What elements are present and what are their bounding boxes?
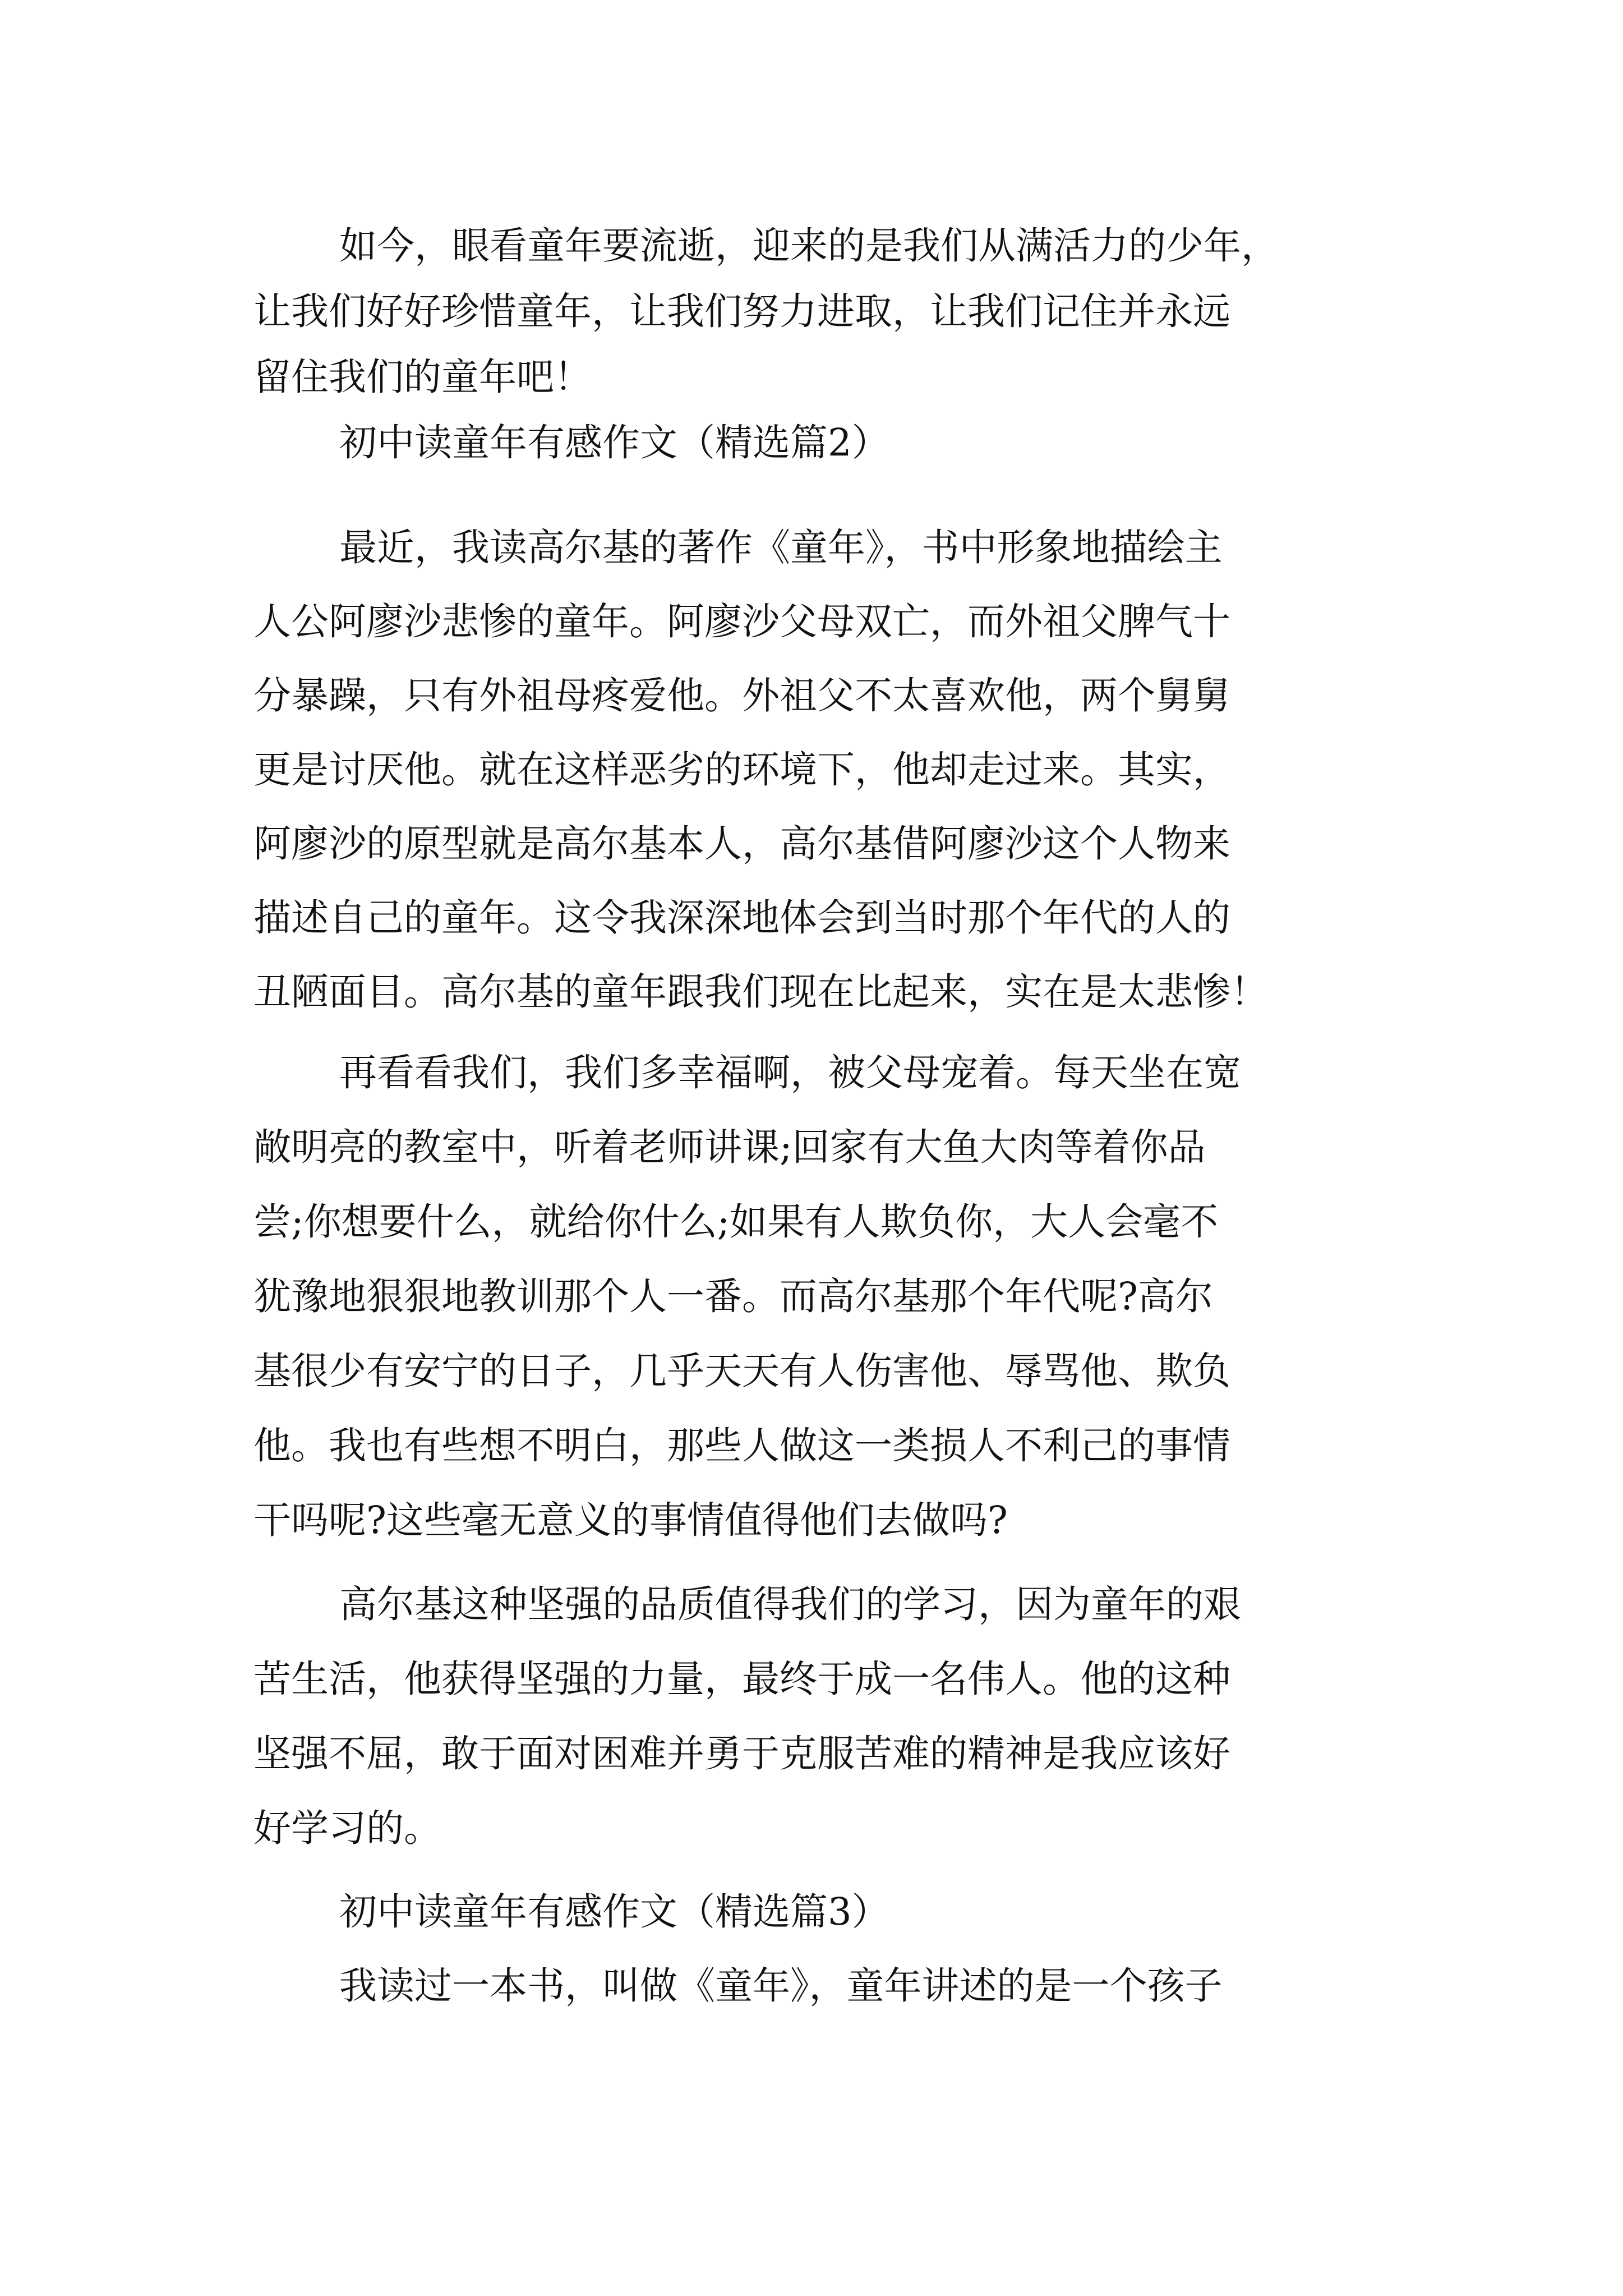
paragraph-line: 好学习的。 — [253, 1806, 441, 1850]
paragraph-line: 苦生活，他获得坚强的力量，最终于成一名伟人。他的这种 — [253, 1657, 1230, 1701]
paragraph-line: 留住我们的童年吧！ — [253, 355, 592, 399]
paragraph-line: 再看看我们，我们多幸福啊，被父母宠着。每天坐在宽 — [339, 1051, 1241, 1094]
paragraph-line: 高尔基这种坚强的品质值得我们的学习，因为童年的艰 — [339, 1582, 1241, 1626]
paragraph-line: 尝;你想要什么，就给你什么;如果有人欺负你，大人会毫不 — [253, 1200, 1219, 1244]
paragraph-line: 描述自己的童年。这令我深深地体会到当时那个年代的人的 — [253, 896, 1230, 940]
paragraph-line: 基很少有安宁的日子，几乎天天有人伤害他、辱骂他、欺负 — [253, 1349, 1230, 1393]
paragraph-line: 分暴躁，只有外祖母疼爱他。外祖父不太喜欢他，两个舅舅 — [253, 674, 1230, 717]
paragraph-line: 更是讨厌他。就在这样恶劣的环境下，他却走过来。其实， — [253, 748, 1230, 792]
paragraph-line: 敞明亮的教室中，听着老师讲课;回家有大鱼大肉等着你品 — [253, 1125, 1206, 1169]
paragraph-line: 如今，眼看童年要流逝，迎来的是我们从满活力的少年， — [339, 224, 1279, 268]
paragraph-line: 让我们好好珍惜童年，让我们努力进取，让我们记住并永远 — [253, 289, 1230, 333]
paragraph-line: 丑陋面目。高尔基的童年跟我们现在比起来，实在是太悲惨！ — [253, 970, 1268, 1014]
paragraph-line: 最近，我读高尔基的著作《童年》，书中形象地描绘主 — [339, 526, 1223, 569]
section-heading: 初中读童年有感作文（精选篇2） — [339, 421, 889, 464]
paragraph-line: 犹豫地狠狠地教训那个人一番。而高尔基那个年代呢?高尔 — [253, 1274, 1213, 1318]
paragraph-line: 阿廖沙的原型就是高尔基本人，高尔基借阿廖沙这个人物来 — [253, 822, 1230, 866]
paragraph-line: 我读过一本书，叫做《童年》，童年讲述的是一个孩子 — [339, 1964, 1223, 2008]
paragraph-line: 他。我也有些想不明白，那些人做这一类损人不利己的事情 — [253, 1424, 1230, 1467]
paragraph-line: 干吗呢?这些毫无意义的事情值得他们去做吗? — [253, 1498, 1008, 1542]
paragraph-line: 人公阿廖沙悲惨的童年。阿廖沙父母双亡，而外祖父脾气十 — [253, 600, 1230, 643]
section-heading: 初中读童年有感作文（精选篇3） — [339, 1890, 889, 1934]
paragraph-line: 坚强不屈，敢于面对困难并勇于克服苦难的精神是我应该好 — [253, 1732, 1230, 1775]
